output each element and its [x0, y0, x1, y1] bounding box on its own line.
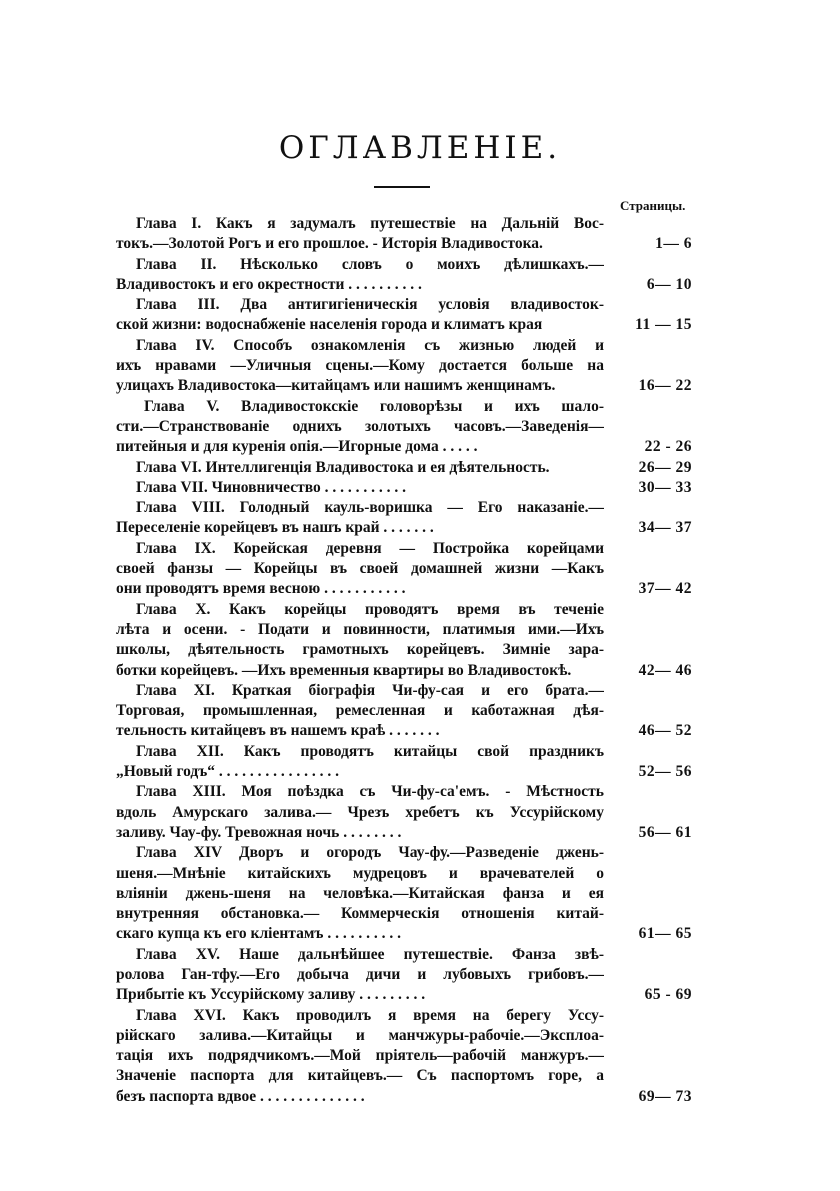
- toc-line-text: скаго купца къ его кліентамъ . . . . . . . . . .: [116, 925, 401, 943]
- toc-line: [116, 1066, 692, 1086]
- toc-line: [116, 1087, 692, 1107]
- toc-line-pages: 42— 46: [638, 661, 692, 679]
- toc-line-text: ихъ нравами —Уличныя сцены.—Кому достается больше на: [116, 357, 604, 375]
- toc-line-pages: 16— 22: [638, 377, 692, 395]
- toc-line: [116, 397, 692, 417]
- toc-line: [116, 559, 692, 579]
- toc-line: [116, 478, 692, 498]
- toc-line-text: Владивостокъ и его окрестности . . . . . . . . . .: [116, 275, 422, 293]
- toc-line: [116, 884, 692, 904]
- toc-line-text: Глава XV. Наше дальнѣйшее путешествіе. Фанза звѣ-: [136, 945, 604, 963]
- toc-line-text: вдоль Амурскаго залива.— Чрезъ хребетъ къ Уссурійскому: [116, 803, 604, 821]
- toc-line: [116, 214, 692, 234]
- toc-line: [116, 1026, 692, 1046]
- toc-line-text: безъ паспорта вдвое . . . . . . . . . . . . . .: [116, 1087, 365, 1105]
- toc-line: [116, 336, 692, 356]
- toc-line-text: они проводятъ время весною . . . . . . . . . . .: [116, 580, 406, 598]
- toc-line-text: тельность китайцевъ въ нашемъ краѣ . . . . . . .: [116, 722, 440, 740]
- toc-line: [116, 823, 692, 843]
- toc-line-text: ской жизни: водоснабженіе населенія города и климатъ края: [116, 316, 543, 334]
- toc-line-text: Значеніе паспорта для китайцевъ.— Съ паспортомъ горе, а: [116, 1067, 604, 1085]
- toc-line-text: своей фанзы — Корейцы въ своей домашней жизни —Какъ: [116, 560, 604, 578]
- toc-line-pages: 61— 65: [638, 925, 692, 943]
- toc-line: [116, 1046, 692, 1066]
- toc-line-text: Глава IX. Корейская деревня — Постройка корейцами: [136, 539, 604, 557]
- toc-line-pages: 46— 52: [638, 722, 692, 740]
- toc-line: [116, 681, 692, 701]
- toc-line: [116, 579, 692, 599]
- toc-line: [116, 782, 692, 802]
- toc-line-text: Глава X. Какъ корейцы проводятъ время въ теченіе: [136, 600, 604, 618]
- title-rule: [374, 186, 430, 188]
- toc-line-text: Глава II. Нѣсколько словъ о моихъ дѣлишкахъ.—: [136, 255, 604, 273]
- toc-line-text: вліяніи джень-шеня на человѣка.—Китайская фанза и ея: [116, 884, 604, 902]
- toc-line-text: Глава VI. Интеллигенція Владивостока и ея дѣятельность.: [136, 458, 550, 476]
- toc-line-text: школы, дѣятельность грамотныхъ корейцевъ. Зимніе зара-: [116, 641, 604, 659]
- toc-line-text: „Новый годъ“ . . . . . . . . . . . . . . . .: [116, 763, 340, 781]
- toc-line: [116, 701, 692, 721]
- toc-line-text: токъ.—Золотой Рогъ и его прошлое. - Исторія Владивостока.: [116, 235, 543, 253]
- toc-line-text: Глава XVI. Какъ проводилъ я время на берегу Уссу-: [136, 1006, 604, 1024]
- toc-line-text: сти.—Странствованіе однихъ золотыхъ часовъ.—Заведенія—: [116, 417, 604, 435]
- toc-line: [116, 640, 692, 660]
- toc-line: [116, 843, 692, 863]
- toc-line: [116, 458, 692, 478]
- toc-line: [116, 924, 692, 944]
- toc-line-text: лѣта и осени. - Подати и повинности, платимыя ими.—Ихъ: [116, 620, 604, 638]
- toc-line: [116, 255, 692, 275]
- toc-line: [116, 498, 692, 518]
- toc-line-text: Глава III. Два антигигіеническія условія владивосток-: [136, 296, 604, 314]
- toc-line-text: Глава VIII. Голодный кауль-воришка — Его наказаніе.—: [136, 499, 604, 517]
- toc-line-text: внутренняя обстановка.— Коммерческія отношенія китай-: [116, 905, 604, 923]
- toc-line: [116, 600, 692, 620]
- toc-line-text: Глава IV. Способъ ознакомленія съ жизнью людей и: [136, 336, 604, 354]
- toc-line-pages: 30— 33: [638, 478, 692, 496]
- toc-line-pages: 37— 42: [638, 580, 692, 598]
- toc-line: [116, 762, 692, 782]
- toc-line: [116, 417, 692, 437]
- toc-line-pages: 65 - 69: [644, 986, 692, 1004]
- toc-line: [116, 376, 692, 396]
- toc-line-text: Торговая, промышленная, ремесленная и каботажная дѣя-: [116, 702, 604, 720]
- toc-line-text: Глава VII. Чиновничество . . . . . . . . . . .: [136, 478, 406, 496]
- toc-line-text: Переселеніе корейцевъ въ нашъ край . . . . . . .: [116, 519, 434, 537]
- toc-line-text: тація ихъ подрядчикомъ.—Мой пріятель—рабочій манжуръ.—: [116, 1047, 604, 1065]
- toc-line-text: Глава XI. Краткая біографія Чи-фу-сая и его брата.—: [136, 681, 604, 699]
- toc-line-pages: 11 — 15: [635, 316, 692, 334]
- toc-line: [116, 295, 692, 315]
- toc-line: [116, 437, 692, 457]
- toc-line-text: рійскаго залива.—Китайцы и манчжуры-рабочіе.—Эксплоа-: [116, 1026, 604, 1044]
- toc-line-text: ролова Ган-тфу.—Его добыча дичи и лубовыхъ грибовъ.—: [116, 965, 604, 983]
- toc-line: [116, 985, 692, 1005]
- toc-line-text: шеня.—Мнѣніе китайскихъ мудрецовъ и врачевателей о: [116, 864, 604, 882]
- toc-line-text: Прибытіе къ Уссурійскому заливу . . . . . . . . .: [116, 986, 426, 1004]
- toc-line: [116, 1006, 692, 1026]
- toc-line: [116, 904, 692, 924]
- toc-line: [116, 234, 692, 254]
- toc-line: [116, 965, 692, 985]
- toc-line-text: Глава XII. Какъ проводятъ китайцы свой праздникъ: [136, 742, 604, 760]
- toc-line: [116, 356, 692, 376]
- toc-line: [116, 742, 692, 762]
- toc-line: [116, 803, 692, 823]
- toc-line-pages: 34— 37: [638, 519, 692, 537]
- toc-line-text: Глава XIII. Моя поѣздка съ Чи-фу-са'емъ. - Мѣстность: [136, 783, 604, 801]
- toc-line: [116, 275, 692, 295]
- toc-line: [116, 315, 692, 335]
- toc-line-text: питейныя и для куренія опія.—Игорные дома . . . . .: [116, 438, 478, 456]
- toc-line-text: заливу. Чау-фу. Тревожная ночь . . . . . . . .: [116, 823, 402, 841]
- toc-line-text: ботки корейцевъ. —Ихъ временныя квартиры во Владивостокѣ.: [116, 661, 572, 679]
- toc-line-text: улицахъ Владивостока—китайцамъ или нашимъ женщинамъ.: [116, 377, 556, 395]
- toc-line-pages: 6— 10: [646, 275, 692, 293]
- page-title: ОГЛАВЛЕНІЕ.: [278, 130, 562, 166]
- toc-line: [116, 539, 692, 559]
- toc-line: [116, 620, 692, 640]
- toc-line-text: Глава XIV Дворъ и огородъ Чау-фу.—Разведеніе джень-: [136, 844, 604, 862]
- toc-line-text: Глава V. Владивостокскіе головорѣзы и ихъ шало-: [144, 397, 604, 415]
- toc-line: [116, 945, 692, 965]
- toc-line-pages: 1— 6: [655, 235, 692, 253]
- toc-line-pages: 26— 29: [638, 458, 692, 476]
- toc-line-pages: 69— 73: [638, 1087, 692, 1105]
- toc-line: [116, 864, 692, 884]
- pages-column-header: Страницы.: [620, 198, 686, 213]
- toc-line: [116, 721, 692, 741]
- toc-line-pages: 52— 56: [638, 763, 692, 781]
- toc-line-text: Глава I. Какъ я задумалъ путешествіе на Дальній Вос-: [136, 215, 604, 232]
- toc-line-pages: 56— 61: [638, 823, 692, 841]
- toc-line: [116, 661, 692, 681]
- table-of-contents: [116, 214, 692, 1107]
- toc-line: [116, 518, 692, 538]
- toc-line-pages: 22 - 26: [644, 438, 692, 456]
